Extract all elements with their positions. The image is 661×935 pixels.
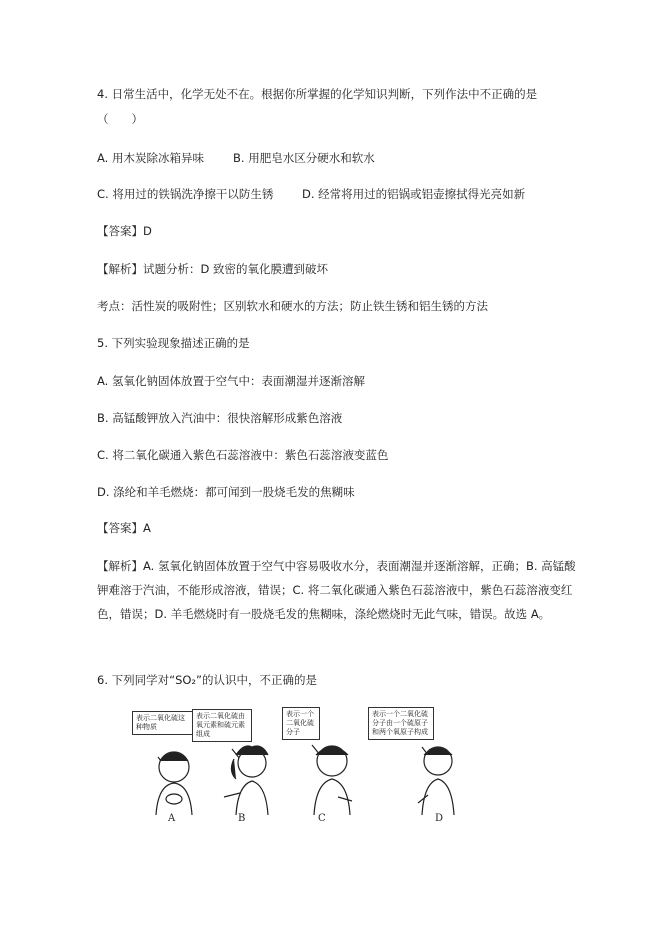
speech-bubble-c: 表示一个二氧化硫分子: [282, 707, 320, 740]
q5-answer: 【答案】A: [97, 521, 151, 535]
q4-option-a: A. 用木炭除冰箱异味: [97, 151, 204, 165]
q5-option-c: C. 将二氧化碳通入紫色石蕊溶液中：紫色石蕊溶液变蓝色: [97, 448, 389, 462]
figure-label-a: A: [168, 813, 176, 824]
q4-analysis: 【解析】试题分析：D 致密的氧化膜遭到破坏: [97, 262, 329, 276]
q6-figure: [128, 705, 478, 827]
q5-option-a: A. 氢氧化钠固体放置于空气中：表面潮湿并逐渐溶解: [97, 374, 365, 388]
q4-option-b: B. 用肥皂水区分硬水和软水: [233, 151, 375, 165]
q4-blank: （ ）: [97, 112, 143, 126]
q4-option-d: D. 经常将用过的铝锅或铝壶擦拭得光亮如新: [302, 187, 526, 201]
figure-label-b: B: [238, 813, 246, 824]
figure-label-c: C: [318, 813, 326, 824]
speech-bubble-a: 表示二氧化硫这种物质: [132, 711, 194, 735]
q5-analysis: 【解析】A. 氢氧化钠固体放置于空气中容易吸收水分，表面潮湿并逐渐溶解，正确；B. 高锰酸钾难溶于汽油，不能形成溶液，错误；C. 将二氧化碳通入紫色石蕊溶液中，紫色石蕊溶液变红色，错误；D. 羊毛燃烧时有一股烧毛发的焦糊味，涤纶燃烧时无此气味，错误。故选 A。: [97, 559, 576, 621]
q4-option-c: C. 将用过的铁锅洗净擦干以防生锈: [97, 187, 274, 201]
q6-stem: 6. 下列同学对“SO₂”的认识中，不正确的是: [97, 673, 318, 687]
speech-bubble-b: 表示二氧化硫由氧元素和硫元素组成: [192, 709, 252, 742]
q5-stem: 5. 下列实验现象描述正确的是: [97, 336, 250, 350]
figure-label-d: D: [435, 813, 444, 824]
speech-bubble-d: 表示一个二氧化硫分子由一个硫原子和两个氧原子构成: [368, 707, 434, 740]
q5-option-b: B. 高锰酸钾放入汽油中：很快溶解形成紫色溶液: [97, 411, 343, 425]
q4-answer: 【答案】D: [97, 224, 152, 238]
q4-stem: 4. 日常生活中，化学无处不在。根据你所掌握的化学知识判断，下列作法中不正确的是: [97, 87, 538, 101]
q5-option-d: D. 涤纶和羊毛燃烧：都可闻到一股烧毛发的焦糊味: [97, 485, 355, 499]
q4-kaodian: 考点：活性炭的吸附性；区别软水和硬水的方法；防止铁生锈和铝生锈的方法: [97, 299, 488, 313]
